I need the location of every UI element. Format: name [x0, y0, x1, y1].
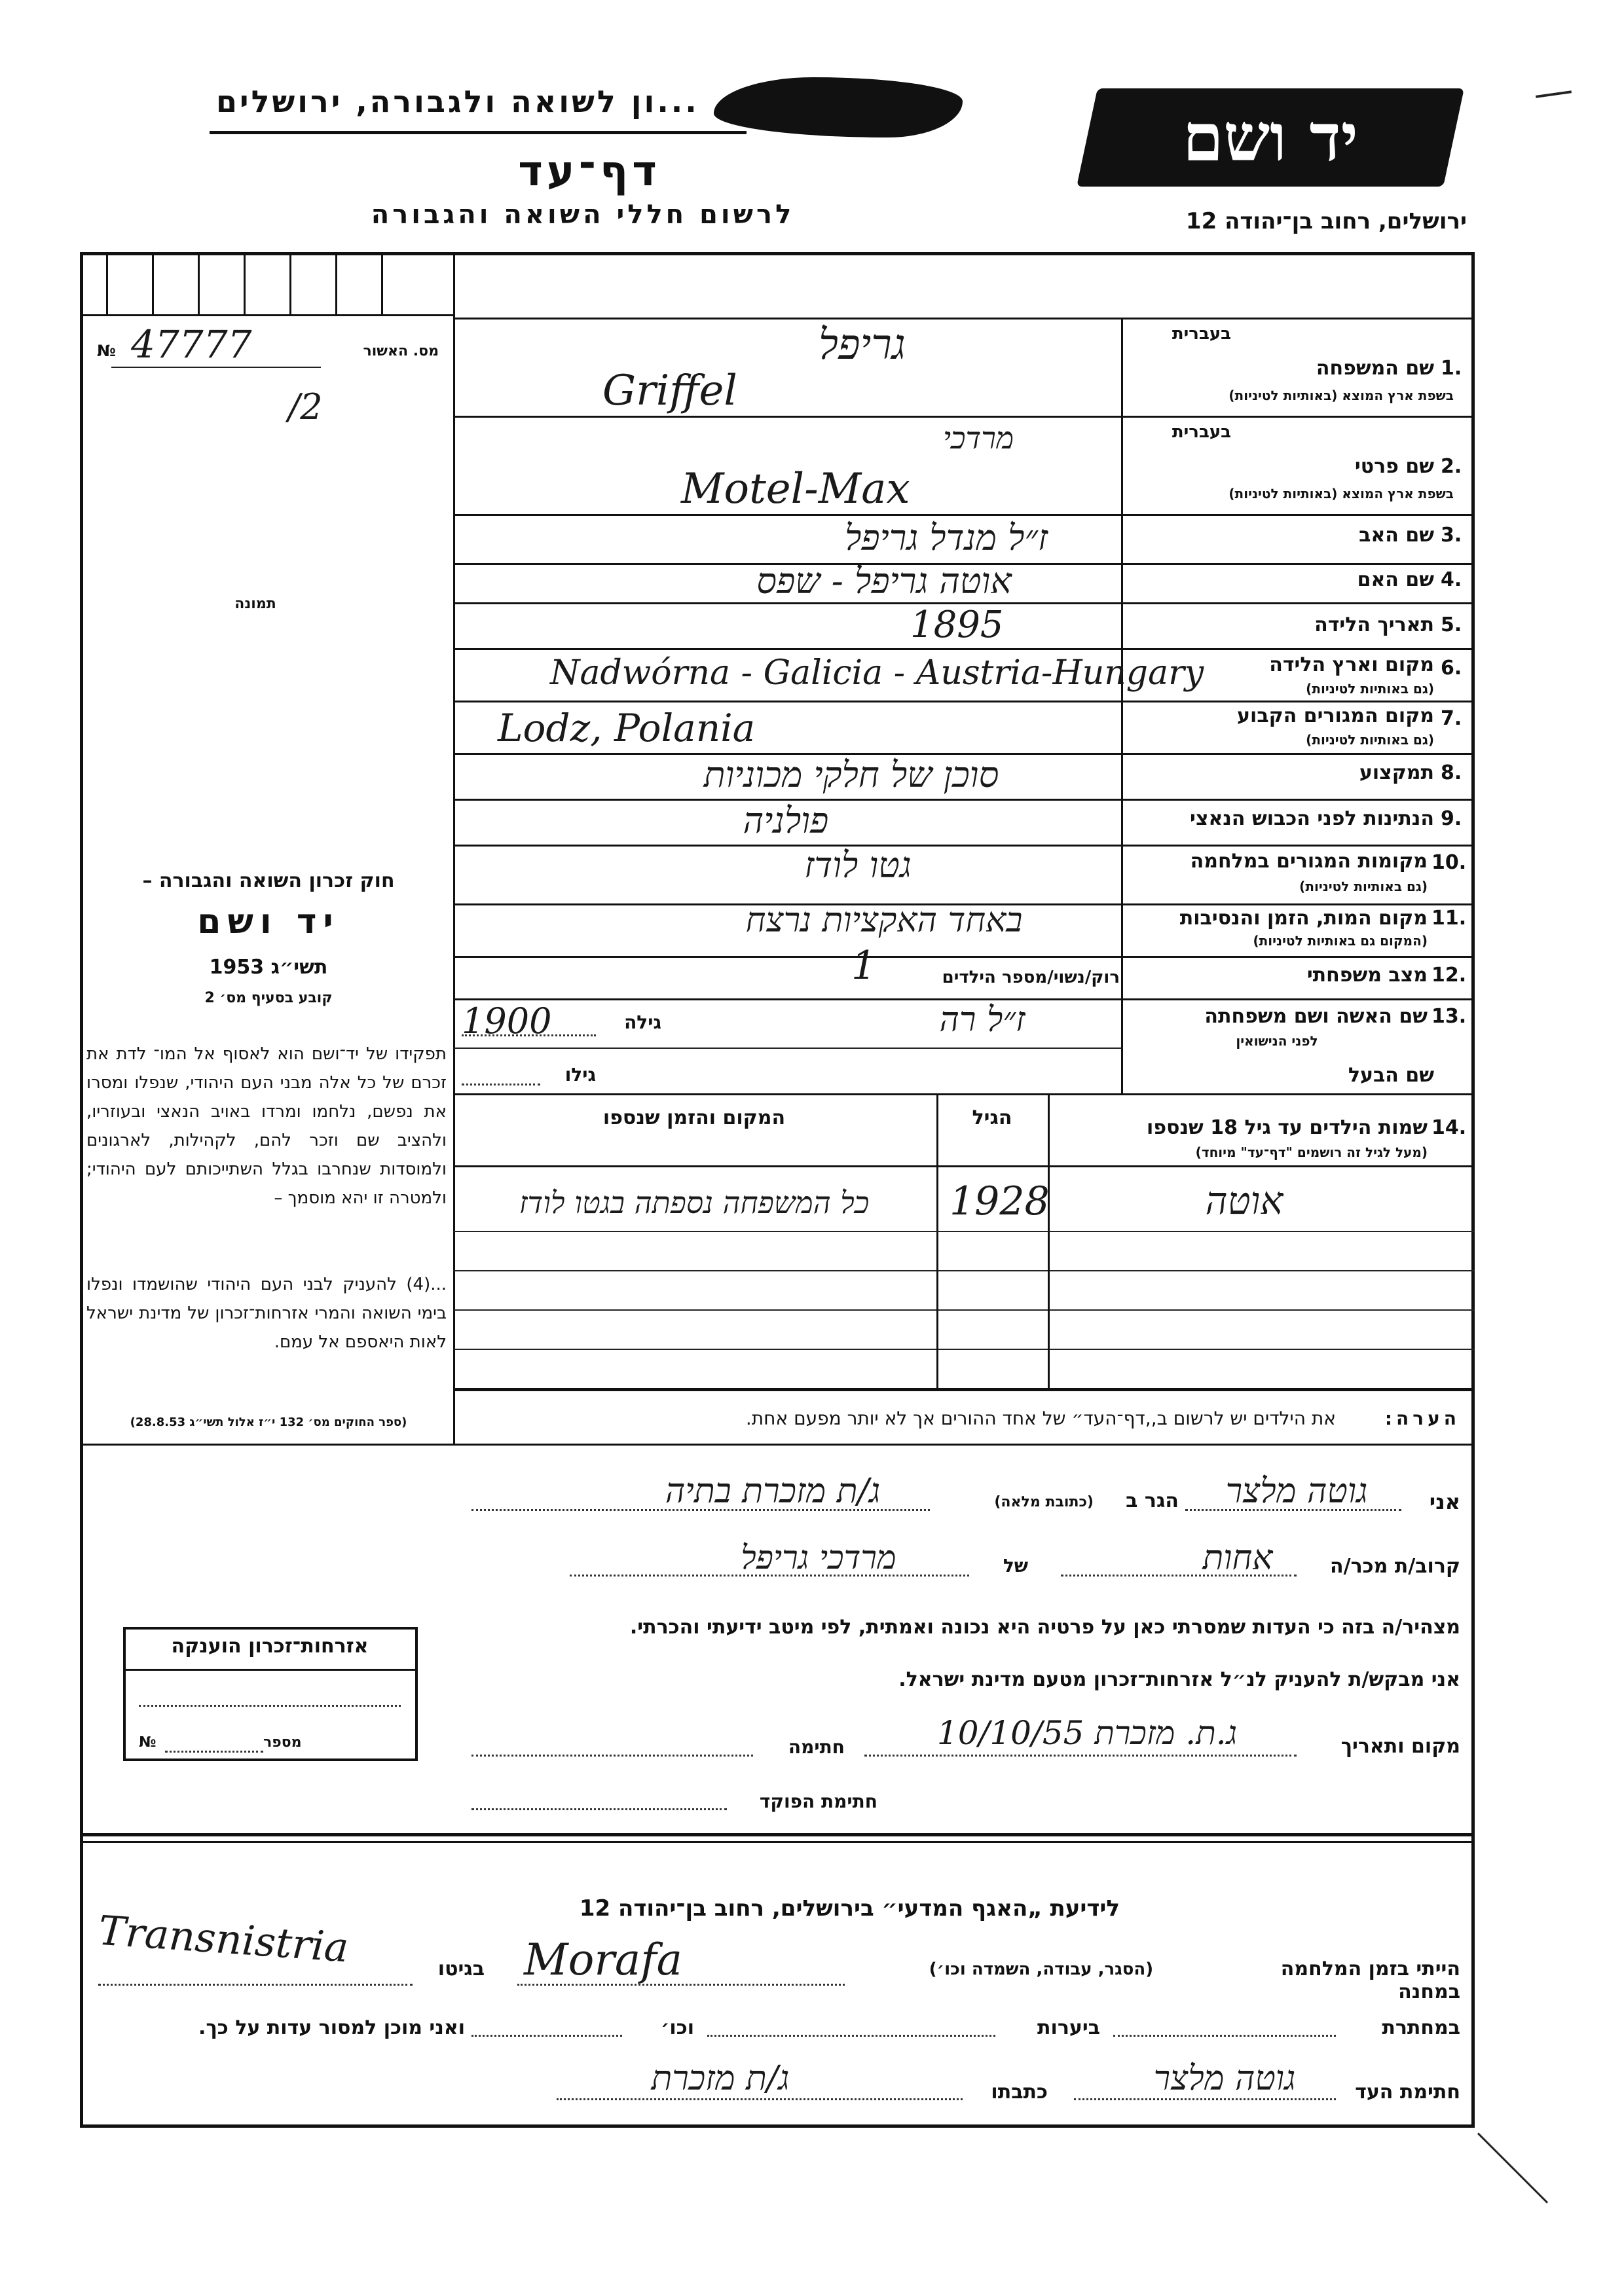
- field-14-number: 14.: [1431, 1116, 1467, 1139]
- children-label: שמות הילדים עד גיל 18 שנספו: [1147, 1116, 1428, 1139]
- law-text-2: ...(4) להעניק לבני העם היהודי שהושמדו ונפלו בימי השואה והמרי אזרחות־זכרון של מדינת ישראל לאות היאספם אל עמם.: [86, 1275, 447, 1352]
- witness-address: ג/ת מזכרת: [651, 2059, 790, 2098]
- partisans-label: במחתרת: [1382, 2016, 1460, 2039]
- citizenship-box-dots: [139, 1705, 401, 1707]
- field-7-value: Lodz, Polania: [498, 706, 756, 750]
- field-11-sub: (המקום גם באותיות לטיניות): [1253, 933, 1428, 949]
- declarant-resides-label: הגר ב: [1126, 1489, 1179, 1512]
- field-13-label: שם האשה ושם משפחתה: [1204, 1005, 1428, 1028]
- row-rule: [453, 648, 1475, 650]
- field-6-label: מקום וארץ הלידה: [1269, 653, 1434, 676]
- field-1-tag: בעברית: [1172, 324, 1231, 344]
- field-4-number: 4.: [1441, 568, 1462, 591]
- child-1-age: 1928: [950, 1178, 1050, 1224]
- scan-mark-bottom: [1477, 2132, 1548, 2203]
- row-rule: [453, 514, 1475, 516]
- field-10-number: 10.: [1431, 851, 1467, 874]
- law-name: יד ושם: [197, 902, 340, 941]
- law-citation: (ספר החוקים מס׳ 132 י״ז אלול תשי״ג 28.8.53): [130, 1415, 407, 1429]
- field-2-tag: בעברית: [1172, 422, 1231, 442]
- partisans-dots: [1113, 2035, 1336, 2037]
- field-11-value: באחד האקציות נרצח: [745, 901, 1023, 940]
- form-title: דף־עד: [518, 147, 661, 196]
- witness-signature: גוטה מלצר: [1153, 2059, 1296, 2098]
- grid-line: [198, 252, 200, 314]
- place-date-label: מקום ותאריך: [1340, 1735, 1460, 1758]
- field-7-label: מקום המגורים הקבוע: [1237, 704, 1434, 727]
- field-2-sub: בשפת ארץ המוצא (באותיות לטיניות): [1228, 486, 1454, 501]
- grid-line: [335, 252, 337, 314]
- children-bottom-rule: [453, 1388, 1475, 1391]
- camp-dots: [517, 1984, 845, 1986]
- header-address: ירושלים, רחוב בן־יהודה 12: [1185, 208, 1467, 234]
- citizenship-number-label: מספר: [263, 1734, 302, 1751]
- citizenship-box: [123, 1627, 418, 1761]
- institute-line: ...ון לשואה ולגבורה, ירושלים: [216, 84, 699, 119]
- field-1-sub: בשפת ארץ המוצא (באותיות לטיניות): [1228, 388, 1454, 403]
- field-12-number: 12.: [1431, 964, 1467, 987]
- row-rule: [453, 416, 1475, 418]
- witness-address-label: כתבתו: [991, 2081, 1048, 2104]
- field-2-label: שם פרטי: [1354, 455, 1434, 478]
- law-heading: חוק זכרון השואה והגבורה –: [142, 869, 395, 892]
- ghetto-label: בגיטו: [437, 1958, 485, 1980]
- field-13-number: 13.: [1431, 1005, 1467, 1028]
- field-10-value: גטו לודז: [804, 845, 912, 886]
- ghetto-value: Transnistria: [96, 1906, 350, 1972]
- forests-dots: [707, 2035, 995, 2037]
- husband-label: שם הבעל: [1348, 1064, 1434, 1087]
- logo-text: יד ושם: [1183, 99, 1358, 176]
- field-6-number: 6.: [1441, 657, 1462, 680]
- law-clause: קובע בסעיף מס׳ 2: [204, 990, 333, 1006]
- children-header-rule: [453, 1165, 1475, 1167]
- law-text: תפקידו של יד־ושם הוא לאסוף אל המו־ לדת את זכרם של כל אלה מבני העם היהודי, שנפלו ומסרו את נפשם, נלחמו ומרדו באויב הנאצי ובעוזריו, ולהציב שם וזכר להם, לקהילות, לארגונים ולמוסדות שנחרבו בגלל השתייכותם לעם היהודי; ולמטרה זו יהא מוסמך –: [86, 1044, 447, 1208]
- serial-underline: [111, 367, 321, 368]
- field-13-age-value: 1900: [462, 1000, 552, 1042]
- field-5-number: 5.: [1441, 613, 1462, 636]
- officer-signature-label: חתימת הפוקד: [759, 1791, 877, 1812]
- declarant-address-hint: (כתובת מלאה): [994, 1494, 1094, 1510]
- declarant-of-name: מרדכי גריפל: [741, 1539, 896, 1576]
- declarant-name: גוטה מלצר: [1225, 1472, 1368, 1511]
- children-row-rule: [453, 1270, 1475, 1271]
- children-col-divider: [936, 1270, 938, 1388]
- header-rule: [210, 131, 747, 134]
- grid-line: [381, 252, 383, 314]
- field-13-age-label: גילה: [624, 1011, 661, 1033]
- place-date-dots: [864, 1755, 1297, 1757]
- row-rule-thin: [453, 1048, 1121, 1049]
- field-3-number: 3.: [1441, 524, 1462, 547]
- witness-address-dots: [557, 2098, 963, 2100]
- field-1-value-latin: Griffel: [602, 367, 737, 415]
- field-6-sub: (גם באותיות לטיניות): [1306, 681, 1434, 697]
- grid-line: [289, 252, 291, 314]
- field-13-value: ז״ל רה: [939, 1000, 1025, 1040]
- row-rule: [453, 1093, 1475, 1095]
- declarant-address: ג/ת מזכרת בתיה: [665, 1472, 881, 1511]
- place-date-value: ג.ת. מזכרת 10/10/55: [936, 1714, 1238, 1752]
- top-row-rule-right: [453, 318, 1475, 319]
- witness-signature-label: חתימת העד: [1355, 2081, 1460, 2104]
- declarant-of-label: של: [1003, 1555, 1028, 1576]
- note-label: הערה:: [1384, 1408, 1460, 1429]
- serial-fraction: /2: [288, 386, 323, 428]
- child-1-place: כל המשפחה נספתה בגטו לודז: [519, 1185, 870, 1220]
- camp-label: הייתי בזמן המלחמה במחנה: [1280, 1958, 1460, 2003]
- camp-value: Morafa: [524, 1935, 682, 1985]
- field-3-label: שם האב: [1359, 524, 1434, 547]
- field-5-label: תאריך הלידה: [1314, 613, 1434, 636]
- bottom-attn: לידיעת „האגף המדעי״ בירושלים, רחוב בן־יהודה 12: [579, 1895, 1120, 1922]
- grid-line: [106, 252, 108, 314]
- field-6-value: Nadwórna - Galicia - Austria-Hungary: [550, 653, 1204, 693]
- field-9-label: הנתינות לפני הכבוש הנאצי: [1190, 807, 1434, 830]
- field-1-label: שם המשפחה: [1316, 357, 1434, 380]
- serial-no-sign: №: [97, 342, 116, 360]
- children-col-divider: [1048, 1270, 1050, 1388]
- children-col-age: הגיל: [972, 1106, 1012, 1129]
- declarant-name-dots: [1185, 1509, 1401, 1511]
- declarant-relation: אחות: [1202, 1539, 1273, 1578]
- field-13-age-dots: [462, 1034, 596, 1036]
- section-double-rule-2: [80, 1841, 1475, 1843]
- ink-blot: [714, 77, 963, 137]
- husband-age-label: גילו: [564, 1064, 596, 1085]
- field-8-number: 8.: [1441, 761, 1462, 784]
- camp-options: (הסגר, עבודה, השמדה וכו׳): [929, 1959, 1154, 1979]
- declarant-of-dots: [570, 1575, 969, 1576]
- declarant-i-label: אני: [1429, 1489, 1460, 1514]
- serial-label: מס. האשור: [363, 343, 439, 359]
- etc-dots: [471, 2035, 622, 2037]
- witness-signature-dots: [1074, 2098, 1336, 2100]
- field-11-label: מקום המות, הזמן והנסיבות: [1179, 907, 1428, 930]
- children-sub: (מעל לגיל זה רושמים "דף־עד" מיוחד): [1195, 1144, 1428, 1160]
- serial-value: 47777: [131, 322, 252, 367]
- children-row-rule: [453, 1309, 1475, 1311]
- field-12-label: מצב משפחתי: [1306, 964, 1428, 987]
- row-rule: [453, 799, 1475, 801]
- child-1-name: אוטה: [1205, 1178, 1283, 1223]
- top-row-rule: [80, 314, 453, 316]
- signature-dots: [471, 1755, 753, 1757]
- field-9-number: 9.: [1441, 807, 1462, 830]
- etc-label: וכו׳: [661, 2016, 694, 2039]
- row-rule: [453, 701, 1475, 702]
- field-2-number: 2.: [1441, 455, 1462, 478]
- field-7-number: 7.: [1441, 707, 1462, 730]
- children-col-place: המקום והזמן שנספו: [602, 1106, 786, 1129]
- grid-line: [244, 252, 246, 314]
- citizenship-box-rule: [126, 1669, 415, 1671]
- field-10-sub: (גם באותיות לטיניות): [1299, 879, 1428, 894]
- left-column-divider: [453, 252, 455, 1391]
- field-4-label: שם האם: [1357, 568, 1434, 591]
- citizenship-no-sign: №: [139, 1734, 157, 1751]
- field-8-label: תמקצוע: [1359, 761, 1434, 784]
- law-year: תשי״ג 1953: [209, 956, 328, 979]
- declarant-address-dots: [471, 1509, 930, 1511]
- field-2-value-hebrew: מרדכי: [943, 420, 1014, 456]
- field-1-value-hebrew: גריפל: [819, 321, 906, 369]
- grid-line: [152, 252, 154, 314]
- field-8-value: סוכן של חלקי מכוניות: [703, 754, 999, 795]
- citizenship-box-title: אזרחות־זכרון הוענקה: [171, 1635, 369, 1658]
- field-9-value: פולניה: [743, 800, 829, 841]
- children-row-rule: [453, 1231, 1475, 1232]
- note-rule: [80, 1444, 1475, 1446]
- form-subtitle: לרשום חללי השואה והגבורה: [371, 200, 795, 230]
- ready-text: ואני מוכן למסור עדות על כך.: [198, 2016, 465, 2039]
- declarant-relative-label: קרוב/ת מכר/ה: [1330, 1555, 1460, 1578]
- field-7-sub: (גם באותיות לטיניות): [1306, 732, 1434, 748]
- field-10-label: מקומות המגורים במלחמה: [1190, 850, 1428, 873]
- officer-dots: [471, 1808, 727, 1810]
- field-4-value: אוטה גריפל - שפס: [756, 560, 1012, 602]
- label-column-divider: [1121, 318, 1123, 1093]
- husband-age-dots: [462, 1084, 540, 1085]
- field-12-value: 1: [851, 943, 877, 989]
- yad-vashem-logo: [1077, 88, 1464, 187]
- declarant-request: אני מבקש/ת להעניק לנ״ל אזרחות־זכרון מטעם מדינת ישראל.: [898, 1668, 1460, 1691]
- field-11-number: 11.: [1431, 907, 1467, 930]
- field-12-extra: רוק/נשוי/מספר הילדים: [942, 968, 1120, 987]
- field-3-value: ז״ל מנדל גריפל: [845, 517, 1048, 558]
- field-13-sub: לפני הנישואין: [1236, 1033, 1318, 1049]
- declarant-declare: מצהיר/ה בזה כי העדות שמסרתי כאן על פרטיה היא נכונה ואמתית, לפי מיטב ידיעתי והכרתי.: [629, 1616, 1460, 1639]
- forests-label: ביערות: [1037, 2016, 1100, 2039]
- children-col-divider: [936, 1093, 938, 1270]
- photo-label: תמונה: [234, 596, 276, 612]
- citizenship-number-dots: [165, 1751, 263, 1753]
- signature-label: חתימה: [788, 1736, 845, 1758]
- note-divider: [453, 1391, 455, 1444]
- note-text: את הילדים יש לרשום ב,,דף־העד״ של אחד ההורים אך לא יותר מפעם אחת.: [745, 1408, 1336, 1429]
- ghetto-dots: [98, 1984, 413, 1986]
- field-2-value-latin: Motel-Max: [681, 465, 910, 513]
- section-double-rule: [80, 1833, 1475, 1836]
- serial-number: [92, 322, 445, 367]
- declarant-relation-dots: [1061, 1575, 1297, 1576]
- children-row-rule: [453, 1349, 1475, 1350]
- scan-mark-top: [1536, 90, 1572, 98]
- field-5-value: 1895: [910, 604, 1004, 646]
- field-1-number: 1.: [1441, 357, 1462, 380]
- row-rule: [453, 956, 1475, 958]
